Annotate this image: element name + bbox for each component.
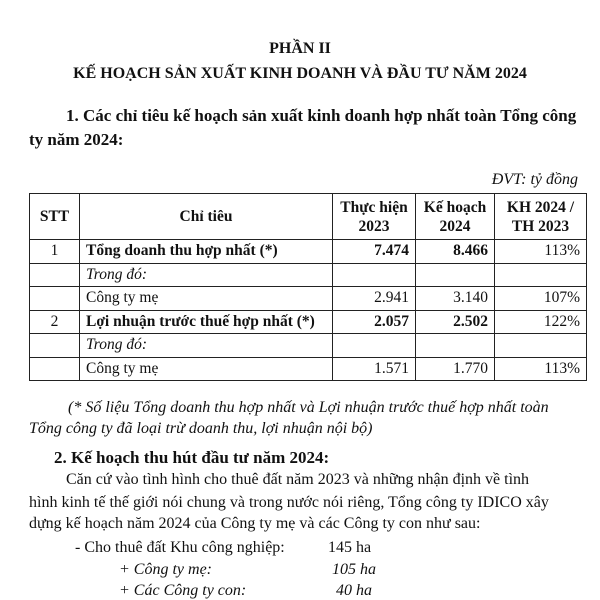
cell-actual xyxy=(333,334,416,358)
table-row xyxy=(30,287,587,311)
list-item-label: - Cho thuê đất Khu công nghiệp: xyxy=(75,539,285,556)
table-row xyxy=(30,357,587,381)
paragraph-line: hình kinh tế thế giới nói chung và trong nước nói riêng, Tổng công ty IDICO xây xyxy=(29,494,549,511)
cell-actual: 1.571 xyxy=(333,357,416,381)
header-stt: STT xyxy=(30,194,80,240)
header-indicator: Chỉ tiêu xyxy=(80,194,333,240)
unit-label: ĐVT: tỷ đồng xyxy=(491,171,578,188)
cell-indicator: Công ty mẹ xyxy=(80,357,333,381)
cell-plan xyxy=(416,263,495,287)
cell-stt xyxy=(30,357,80,381)
cell-actual: 2.941 xyxy=(333,287,416,311)
cell-stt xyxy=(30,334,80,358)
cell-indicator: Công ty mẹ xyxy=(80,287,333,311)
table-row xyxy=(30,263,587,287)
table-note: (* Số liệu Tổng doanh thu hợp nhất và Lợi nhuận trước thuế hợp nhất toàn xyxy=(68,399,549,416)
section2-heading: 2. Kế hoạch thu hút đầu tư năm 2024: xyxy=(54,448,330,467)
cell-ratio: 107% xyxy=(495,287,587,311)
table-row xyxy=(30,334,587,358)
cell-plan: 8.466 xyxy=(416,240,495,264)
cell-indicator: Trong đó: xyxy=(80,334,333,358)
cell-stt: 1 xyxy=(30,240,80,264)
cell-plan: 2.502 xyxy=(416,310,495,334)
header-actual: Thực hiện 2023 xyxy=(333,194,416,240)
paragraph-line: dựng kế hoạch năm 2024 của Công ty mẹ và các Công ty con như sau: xyxy=(29,515,481,532)
plan-table xyxy=(29,193,587,381)
cell-ratio xyxy=(495,263,587,287)
table-row xyxy=(30,240,587,264)
table-header-row xyxy=(30,194,587,240)
cell-actual: 7.474 xyxy=(333,240,416,264)
cell-indicator: Tổng doanh thu hợp nhất (*) xyxy=(80,240,333,264)
list-item-value: 145 ha xyxy=(328,539,372,556)
cell-stt xyxy=(30,263,80,287)
cell-stt xyxy=(30,287,80,311)
cell-indicator: Lợi nhuận trước thuế hợp nhất (*) xyxy=(80,310,333,334)
cell-stt: 2 xyxy=(30,310,80,334)
cell-indicator: Trong đó: xyxy=(80,263,333,287)
cell-plan xyxy=(416,334,495,358)
header-plan: Kế hoạch 2024 xyxy=(416,194,495,240)
header-ratio: KH 2024 / TH 2023 xyxy=(495,194,587,240)
cell-actual xyxy=(333,263,416,287)
cell-ratio: 113% xyxy=(495,240,587,264)
cell-actual: 2.057 xyxy=(333,310,416,334)
paragraph-line: Căn cứ vào tình hình cho thuê đất năm 2023 và những nhận định về tình xyxy=(66,471,530,488)
cell-ratio: 122% xyxy=(495,310,587,334)
document-title: KẾ HOẠCH SẢN XUẤT KINH DOANH VÀ ĐẦU TƯ NĂM 2024 xyxy=(73,65,527,82)
list-item-value: 105 ha xyxy=(332,561,376,578)
cell-ratio xyxy=(495,334,587,358)
table-note-cont: Tổng công ty đã loại trừ doanh thu, lợi nhuận nội bộ) xyxy=(29,420,373,437)
table-row xyxy=(30,310,587,334)
list-item-value: 40 ha xyxy=(336,582,372,599)
cell-plan: 1.770 xyxy=(416,357,495,381)
part-heading: PHẦN II xyxy=(269,40,331,57)
cell-ratio: 113% xyxy=(495,357,587,381)
list-item-label: + Công ty mẹ: xyxy=(119,561,212,578)
list-item-label: + Các Công ty con: xyxy=(119,582,247,599)
section1-heading-cont: ty năm 2024: xyxy=(29,130,124,149)
section1-heading: 1. Các chỉ tiêu kế hoạch sản xuất kinh doanh hợp nhất toàn Tổng công xyxy=(66,106,577,125)
cell-plan: 3.140 xyxy=(416,287,495,311)
